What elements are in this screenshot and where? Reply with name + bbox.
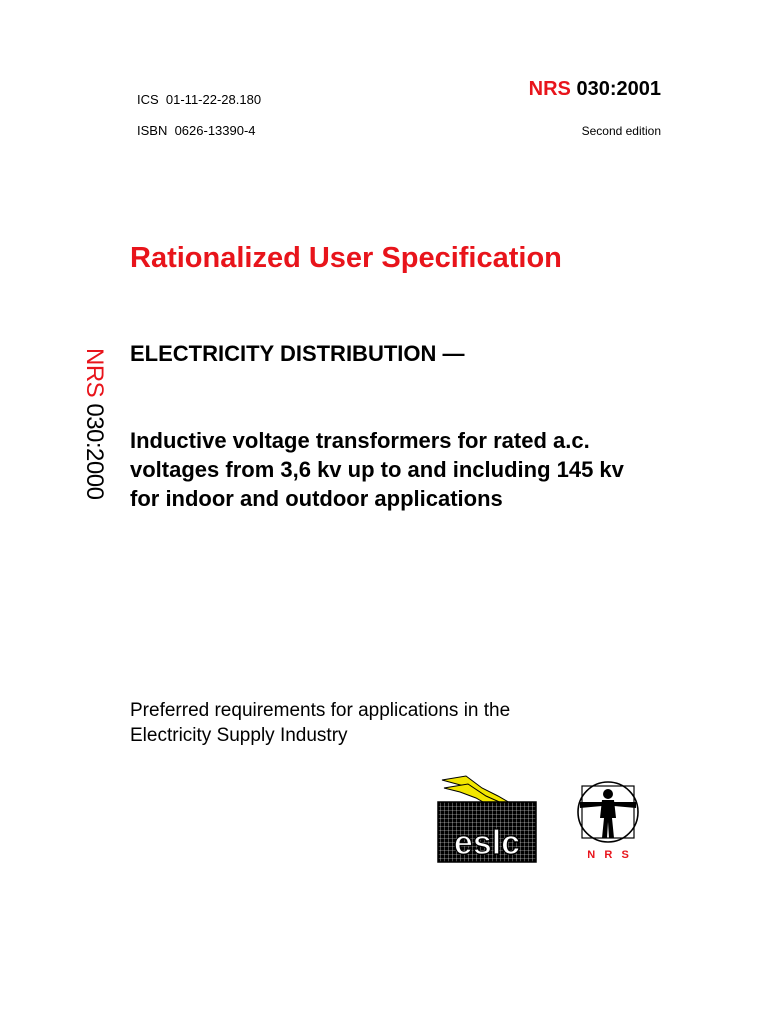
eslc-logo <box>436 774 538 864</box>
side-standard-number: 030:2000 <box>81 403 108 500</box>
ics-code: ICS 01-11-22-28.180 <box>137 92 262 107</box>
scope-statement: Preferred requirements for applications in the Electricity Supply Industry <box>130 700 511 746</box>
document-subject: ELECTRICITY DISTRIBUTION — <box>130 341 465 366</box>
side-standard-prefix: NRS <box>81 348 108 398</box>
document-description: Inductive voltage transformers for rated a.c. voltages from 3,6 kv up to and including 145 kv for indoor and outdoor applications <box>130 428 624 511</box>
standard-number <box>529 78 661 101</box>
nrs-logo-caption: N R S <box>587 849 629 861</box>
vitruvian-man-icon <box>578 782 638 842</box>
standard-number-value: 030:2001 <box>576 78 661 100</box>
edition-label: Second edition <box>581 124 661 138</box>
eslc-logo-text: eslc <box>453 824 521 862</box>
standard-prefix: NRS <box>528 78 571 100</box>
isbn-code: ISBN 0626-13390-4 <box>137 123 256 138</box>
document-title: Rationalized User Specification <box>130 242 562 274</box>
nrs-logo <box>572 778 644 862</box>
side-standard-label <box>74 348 114 508</box>
